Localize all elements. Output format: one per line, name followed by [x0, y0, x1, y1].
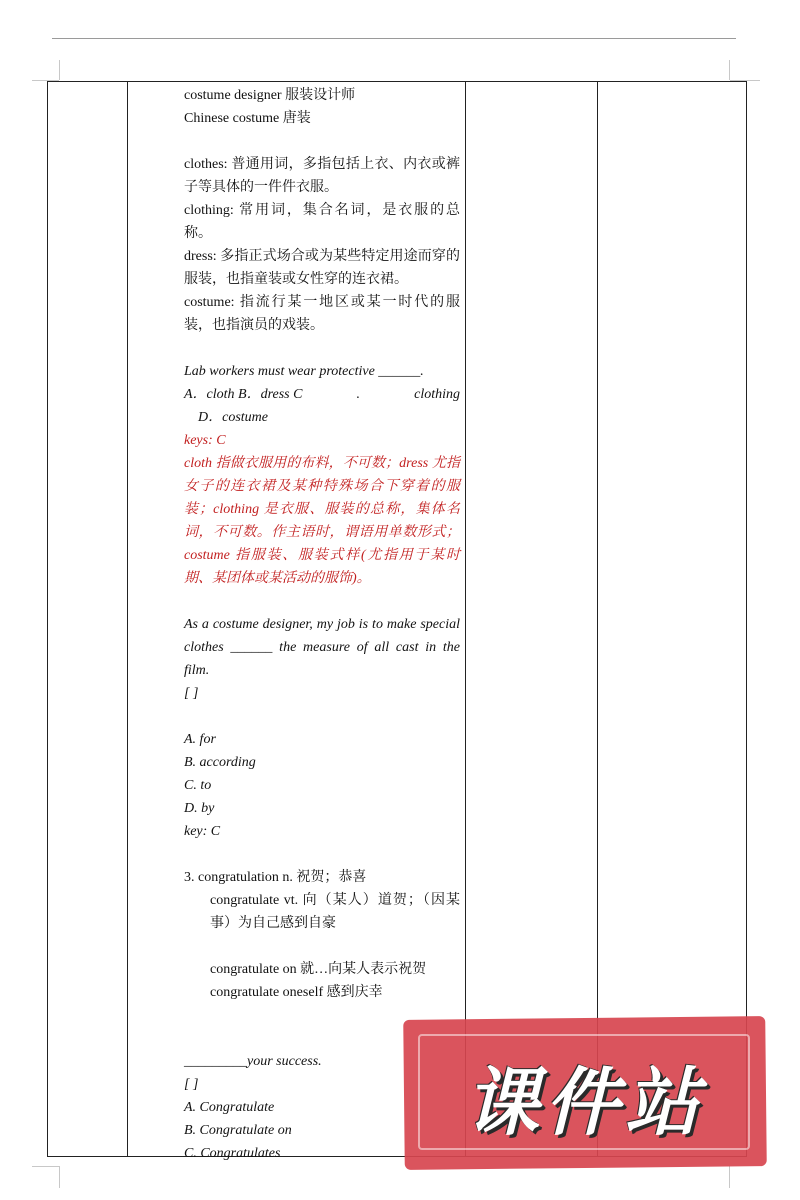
question-3-stem: _________your success.	[184, 1054, 322, 1069]
answer-bracket: [ ]	[184, 686, 199, 701]
question-1-key: keys: C	[184, 433, 226, 448]
table-column-divider	[465, 81, 466, 1157]
vocab-line: congratulate oneself 感到庆幸	[210, 985, 383, 1000]
vocab-line: Chinese costume 唐装	[184, 111, 311, 126]
question-1-option-c: clothing	[414, 387, 460, 402]
watermark-logo	[404, 1018, 766, 1168]
table-column-divider	[127, 81, 128, 1157]
definition-dress: dress: 多指正式场合或为某些特定用途而穿的服装，也指童装或女性穿的连衣裙。	[184, 249, 460, 287]
question-3-option-a: A. Congratulate	[184, 1100, 275, 1115]
definition-clothes: clothes: 普通用词，多指包括上衣、内衣或裤子等具体的一件件衣服。	[184, 157, 460, 195]
question-3-option-b: B. Congratulate on	[184, 1123, 292, 1138]
question-1-options	[184, 383, 460, 406]
definition-costume: costume: 指流行某一地区或某一时代的服装，也指演员的戏装。	[184, 295, 460, 333]
question-1-option-d: D．costume	[198, 410, 268, 425]
corner-mark	[729, 60, 730, 80]
question-1-explanation: cloth 指做衣服用的布料，不可数；dress 尤指女子的连衣裙及某种特殊场合下穿着的服装；clothing 是衣服、服装的总称，集体名词，不可数。作主语时，谓语用单数形式；costume 指服装、服装式样(尤指用于某时期、某团体或某活动的服饰)。	[184, 456, 460, 586]
question-3-option-c: C. Congratulates	[184, 1146, 281, 1161]
vocab-line: costume designer 服装设计师	[184, 88, 356, 103]
corner-mark	[729, 1166, 730, 1188]
vocab-line: congratulate on 就…向某人表示祝贺	[210, 962, 427, 977]
table-column-divider	[597, 81, 598, 1157]
corner-mark	[59, 60, 60, 80]
question-2-option-c: C. to	[184, 778, 212, 793]
vocab-line: congratulate vt. 向（某人）道贺；（因某事）为自己感到自豪	[210, 893, 460, 931]
answer-bracket: [ ]	[184, 1077, 199, 1092]
corner-mark	[59, 1166, 60, 1188]
question-1-options-ab: A．cloth B．dress C	[184, 387, 303, 402]
lesson-content-cell	[184, 84, 460, 1165]
question-1-stem: Lab workers must wear protective ______.	[184, 364, 424, 379]
question-2-stem: As a costume designer, my job is to make special clothes ______ the measure of all cast in the film.	[184, 617, 460, 678]
page-top-rule	[52, 38, 736, 39]
question-2-key: key: C	[184, 824, 221, 839]
corner-mark	[32, 1166, 59, 1167]
vocab-heading: 3. congratulation n. 祝贺；恭喜	[184, 870, 367, 885]
question-2-option-b: B. according	[184, 755, 256, 770]
watermark-text: 课件站	[465, 1060, 705, 1146]
definition-clothing: clothing: 常用词，集合名词，是衣服的总称。	[184, 203, 460, 241]
question-2-option-d: D. by	[184, 801, 215, 816]
question-1-options-dot: .	[356, 387, 361, 402]
question-2-option-a: A. for	[184, 732, 216, 747]
